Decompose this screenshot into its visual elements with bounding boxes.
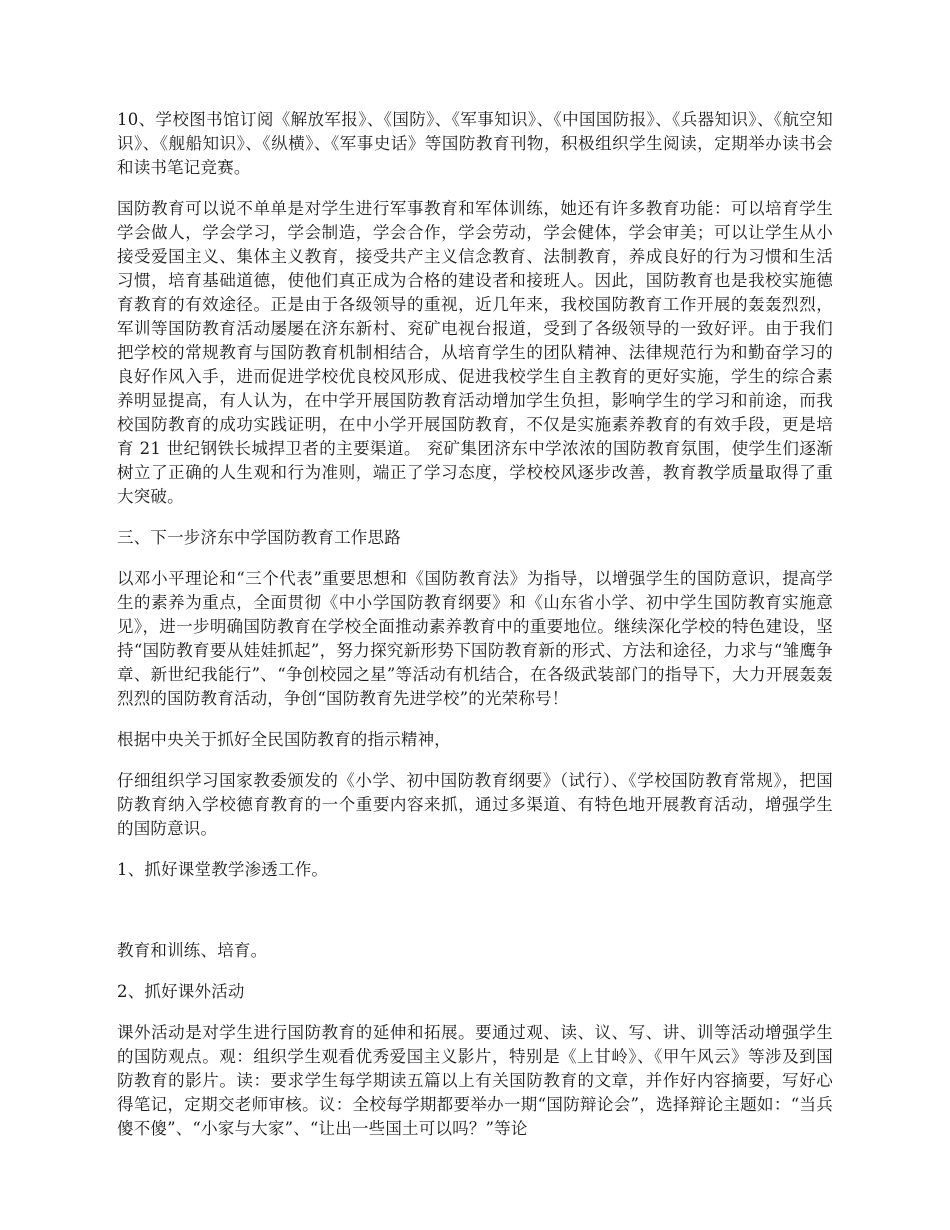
- item-classroom-teaching: 1、抓好课堂教学渗透工作。: [117, 860, 329, 879]
- paragraph-library-periodicals: 10、学校图书馆订阅《解放军报》、《国防》、《军事知识》、《中国国防报》、《兵器知识》、《航空知识》、《舰船知识》、《纵横》、《军事史话》等国防教育刊物，积极组织学生阅读，定期举办读书会和读书笔记竞赛。: [117, 110, 833, 177]
- item-extracurricular-activities: 2、抓好课外活动: [117, 982, 245, 1001]
- paragraph-education-training: 教育和训练、培育。: [117, 941, 268, 960]
- paragraph-study-outline: 仔细组织学习国家教委颁发的《小学、初中国防教育纲要》（试行）、《学校国防教育常规》，把国防教育纳入学校德育教育的一个重要内容来抓，通过多渠道、有特色地开展教育活动，增强学生的国防意识。: [117, 771, 833, 838]
- section-heading-next-steps: 三、下一步济东中学国防教育工作思路: [117, 528, 401, 547]
- paragraph-education-functions: 国防教育可以说不单单是对学生进行军事教育和军体训练，她还有许多教育功能：可以培育学生学会做人，学会学习，学会制造，学会合作，学会劳动，学会健体，学会审美；可以让学生从小接受爱国主义、集体主义教育，接受共产主义信念教育、法制教育，养成良好的行为习惯和生活习惯，培育基础道德，使他们真正成为合格的建设者和接班人。因此，国防教育也是我校实施德育教育的有效途径。正是由于各级领导的重视，近几年来，我校国防教育工作开展的轰轰烈烈，军训等国防教育活动屡屡在济东新村、兖矿电视台报道，受到了各级领导的一致好评。由于我们把学校的常规教育与国防教育机制相结合，从培育学生的团队精神、法律规范行为和勤奋学习的良好作风入手，进而促进学校优良校风形成、促进我校学生自主教育的更好实施，学生的综合素养明显提高，有人认为，在中学开展国防教育活动增加学生负担，影响学生的学习和前途，而我校国防教育的成功实践证明，在中小学开展国防教育，不仅是实施素养教育的有效手段，更是培育 21 世纪钢铁长城捍卫者的主要渠道。 兖矿集团济东中学浓浓的国防教育氛围，使学生们逐渐树立了正确的人生观和行为准则，端正了学习态度，学校校风逐步改善，教育教学质量取得了重大突破。: [117, 199, 833, 506]
- paragraph-guiding-principles: 以邓小平理论和“三个代表”重要思想和《国防教育法》为指导，以增强学生的国防意识，提高学生的素养为重点，全面贯彻《中小学国防教育纲要》和《山东省小学、初中学生国防教育实施意见》，进一步明确国防教育在学校全面推动素养教育中的重要地位。继续深化学校的特色建设，坚持“国防教育要从娃娃抓起”，努力探究新形势下国防教育新的形式、方法和途径，力求与“雏鹰争章、新世纪我能行”、“争创校园之星”等活动有机结合，在各级武装部门的指导下，大力开展轰轰烈烈的国防教育活动，争创“国防教育先进学校”的光荣称号！: [117, 569, 833, 708]
- document-page: [117, 108, 833, 1141]
- paragraph-extracurricular-details: 课外活动是对学生进行国防教育的延伸和拓展。要通过观、读、议、写、讲、训等活动增强学生的国防观点。观：组织学生观看优秀爱国主义影片，特别是《上甘岭》、《甲午风云》等涉及到国防教育的影片。读：要求学生每学期读五篇以上有关国防教育的文章，并作好内容摘要，写好心得笔记，定期交老师审核。议：全校每学期都要举办一期“国防辩论会”，选择辩论主题如：“当兵傻不傻”、“小家与大家”、“让出一些国土可以吗？”等论: [117, 1023, 833, 1138]
- paragraph-central-instructions: 根据中央关于抓好全民国防教育的指示精神，: [117, 730, 451, 749]
